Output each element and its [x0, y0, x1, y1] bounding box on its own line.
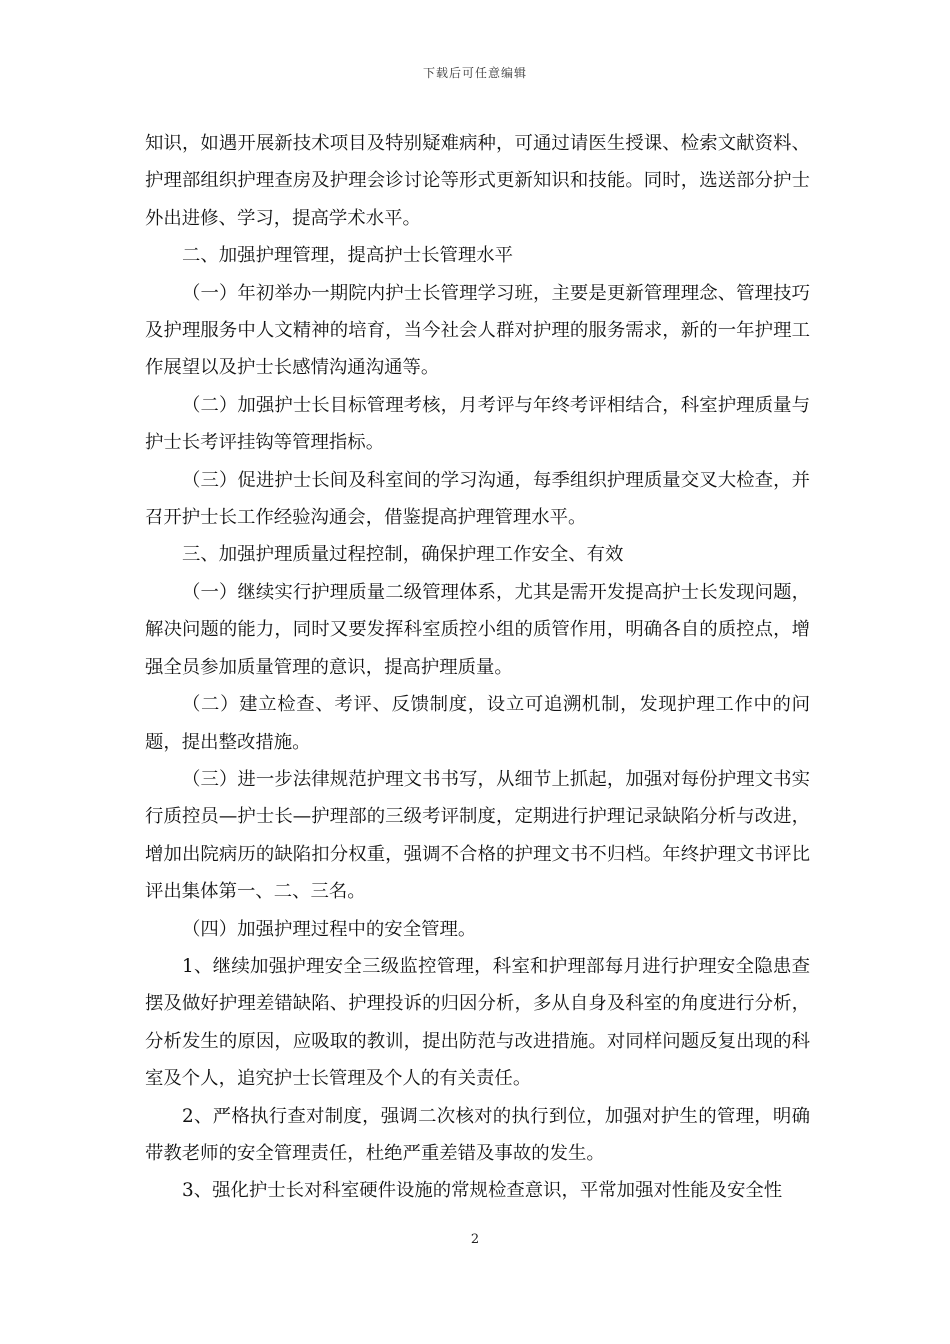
subsection-heading: （四）加强护理过程中的安全管理。	[182, 918, 477, 940]
paragraph: （二）加强护士长目标管理考核，月考评与年终考评相结合，科室护理质量与护士长考评挂钩等管理指标。	[145, 394, 810, 454]
paragraph: （二）建立检查、考评、反馈制度，设立可追溯机制，发现护理工作中的问题，提出整改措施。	[145, 694, 810, 753]
paragraph-continuation: 知识，如遇开展新技术项目及特别疑难病种，可通过请医生授课、检索文献资料、护理部组织护理查房及护理会诊讨论等形式更新知识和技能。同时，选送部分护士外出进修、学习，提高学术水平。	[145, 133, 810, 229]
paragraph: 3、强化护士长对科室硬件设施的常规检查意识，平常加强对性能及安全性	[182, 1180, 783, 1202]
paragraph: （一）年初举办一期院内护士长管理学习班，主要是更新管理理念、管理技巧及护理服务中人文精神的培育，当今社会人群对护理的服务需求，新的一年护理工作展望以及护士长感情沟通沟通等。	[145, 282, 810, 379]
paragraph: （三）促进护士长间及科室间的学习沟通，每季组织护理质量交叉大检查，并召开护士长工作经验沟通会，借鉴提高护理管理水平。	[145, 469, 810, 529]
paragraph: 1、继续加强护理安全三级监控管理，科室和护理部每月进行护理安全隐患查摆及做好护理差错缺陷、护理投诉的归因分析，多从自身及科室的角度进行分析，分析发生的原因，应吸取的教训，提出防范与改进措施。对同样问题反复出现的科室及个人，追究护士长管理及个人的有关责任。	[145, 955, 810, 1090]
section-heading-3: 三、加强护理质量过程控制，确保护理工作安全、有效	[182, 544, 624, 566]
document-body	[145, 125, 810, 1210]
page-number: 2	[470, 1232, 480, 1247]
paragraph: （一）继续实行护理质量二级管理体系，尤其是需开发提高护士长发现问题，解决问题的能力，同时又要发挥科室质控小组的质管作用，明确各自的质控点，增强全员参加质量管理的意识，提高护理质量。	[145, 581, 810, 678]
page-header: 下载后可任意编辑	[422, 66, 527, 80]
paragraph: （三）进一步法律规范护理文书书写，从细节上抓起，加强对每份护理文书实行质控员—护士长—护理部的三级考评制度，定期进行护理记录缺陷分析与改进，增加出院病历的缺陷扣分权重，强调不合格的护理文书不归档。年终护理文书评比评出集体第一、二、三名。	[145, 768, 810, 903]
paragraph: 2、严格执行查对制度，强调二次核对的执行到位，加强对护生的管理，明确带教老师的安全管理责任，杜绝严重差错及事故的发生。	[145, 1105, 810, 1164]
section-heading-2: 二、加强护理管理，提高护士长管理水平	[182, 245, 514, 267]
